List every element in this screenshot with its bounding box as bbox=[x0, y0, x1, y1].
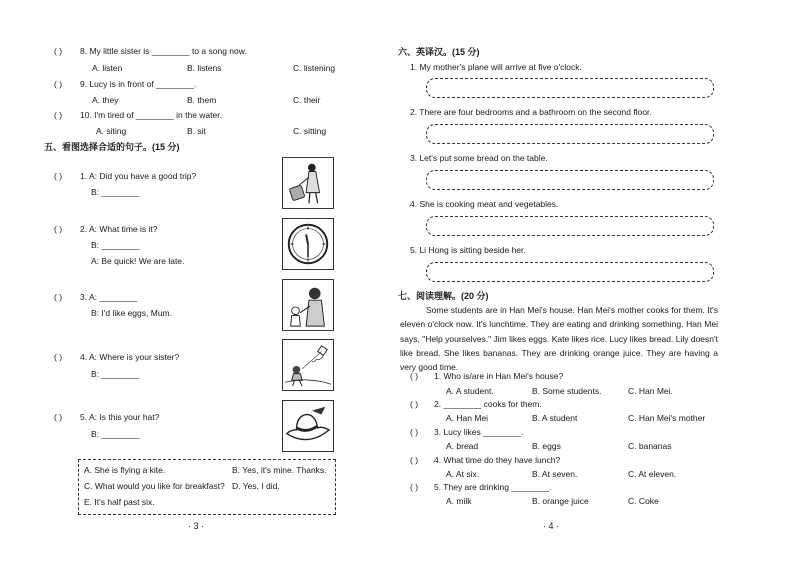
clock-image bbox=[282, 218, 334, 270]
s7-q4-option-c: C. At eleven. bbox=[628, 469, 677, 479]
s7-q5-option-c: C. Coke bbox=[628, 496, 659, 506]
s7-question-2: 2. ________ cooks for them. bbox=[434, 399, 542, 409]
s6-answer-box-1[interactable] bbox=[426, 78, 714, 98]
s6-answer-box-2[interactable] bbox=[426, 124, 714, 144]
s5-option-d: D. Yes, I did. bbox=[232, 481, 280, 491]
hat-image bbox=[282, 400, 334, 452]
bracket-q9[interactable]: ( ) bbox=[54, 79, 63, 89]
s5-item-3-line-b: B: I'd like eggs, Mum. bbox=[91, 308, 172, 318]
s7-q1-option-a: A. A student. bbox=[446, 386, 494, 396]
s7-q2-option-b: B. A student bbox=[532, 413, 578, 423]
section-5-title: 五、看图选择合适的句子。(15 分) bbox=[44, 142, 180, 152]
section-6-title: 六、英译汉。(15 分) bbox=[398, 47, 480, 57]
s6-sentence-2: 2. There are four bedrooms and a bathroom on the second floor. bbox=[410, 107, 652, 117]
s7-question-1: 1. Who is/are in Han Mei's house? bbox=[434, 371, 564, 381]
s6-answer-box-3[interactable] bbox=[426, 170, 714, 190]
bracket-s5-5[interactable]: ( ) bbox=[54, 412, 63, 422]
s5-item-4-line-b: B: ________ bbox=[91, 369, 140, 379]
s6-sentence-1: 1. My mother's plane will arrive at five o'clock. bbox=[410, 62, 582, 72]
bracket-q10[interactable]: ( ) bbox=[54, 110, 63, 120]
reading-passage: Some students are in Han Mei's house. Han Mei's mother cooks for them. It's eleven o'clock now. It's lunchtime. They are eating and drinking something. Han Mei says, "Help yourselves." Jim likes eggs. Kate likes rice. Lucy likes bread. Lily doesn't like bread. She likes bananas. They are drinking orange juice. They are having a very good time. bbox=[400, 305, 718, 373]
s6-sentence-5: 5. Li Hong is sitting beside her. bbox=[410, 245, 526, 255]
s7-q4-option-a: A. At six. bbox=[446, 469, 480, 479]
s5-item-5-line-a: 5. A: Is this your hat? bbox=[80, 412, 160, 422]
s7-q1-option-b: B. Some students. bbox=[532, 386, 602, 396]
s5-item-2-line-b: B: ________ bbox=[91, 240, 140, 250]
s6-sentence-3: 3. Let's put some bread on the table. bbox=[410, 153, 548, 163]
q8-option-c: C. listening bbox=[293, 63, 336, 73]
s7-q1-option-c: C. Han Mei. bbox=[628, 386, 673, 396]
q8-option-b: B. listens bbox=[187, 63, 222, 73]
s5-option-e: E. It's half past six. bbox=[84, 497, 155, 507]
s5-item-5-line-b: B: ________ bbox=[91, 429, 140, 439]
s7-q3-option-c: C. bananas bbox=[628, 441, 672, 451]
s6-answer-box-4[interactable] bbox=[426, 216, 714, 236]
q8-option-a: A. listen bbox=[92, 63, 123, 73]
q10-option-b: B. sit bbox=[187, 126, 206, 136]
q9-option-c: C. their bbox=[293, 95, 321, 105]
traveler-with-suitcase-image bbox=[282, 157, 334, 209]
mother-and-child-image bbox=[282, 279, 334, 331]
question-9-stem: 9. Lucy is in front of ________. bbox=[80, 79, 197, 89]
s5-option-a: A. She is flying a kite. bbox=[84, 465, 166, 475]
bracket-s5-2[interactable]: ( ) bbox=[54, 224, 63, 234]
s5-item-1-line-b: B: ________ bbox=[91, 187, 140, 197]
s6-answer-box-5[interactable] bbox=[426, 262, 714, 282]
s7-q2-option-a: A. Han Mei bbox=[446, 413, 489, 423]
s7-q4-option-b: B. At seven. bbox=[532, 469, 578, 479]
s5-item-2-line-c: A: Be quick! We are late. bbox=[91, 256, 185, 266]
question-10-stem: 10. I'm tired of ________ in the water. bbox=[80, 110, 222, 120]
s5-option-b: B. Yes, it's mine. Thanks. bbox=[232, 465, 327, 475]
bracket-s5-3[interactable]: ( ) bbox=[54, 292, 63, 302]
q10-option-c: C. sitting bbox=[293, 126, 327, 136]
s5-item-3-line-a: 3. A: ________ bbox=[80, 292, 138, 302]
section-7-title: 七、阅读理解。(20 分) bbox=[398, 291, 489, 301]
s7-q3-option-b: B. eggs bbox=[532, 441, 561, 451]
s7-question-3: 3. Lucy likes ________. bbox=[434, 427, 524, 437]
bracket-s5-4[interactable]: ( ) bbox=[54, 352, 63, 362]
s7-q5-option-b: B. orange juice bbox=[532, 496, 589, 506]
q9-option-b: B. them bbox=[187, 95, 217, 105]
page-number-right: · 4 · bbox=[543, 521, 560, 531]
s5-item-4-line-a: 4. A: Where is your sister? bbox=[80, 352, 180, 362]
s7-question-5: 5. They are drinking ________. bbox=[434, 482, 552, 492]
s7-q5-option-a: A. milk bbox=[446, 496, 472, 506]
s6-sentence-4: 4. She is cooking meat and vegetables. bbox=[410, 199, 559, 209]
s5-option-c: C. What would you like for breakfast? bbox=[84, 481, 225, 491]
q9-option-a: A. they bbox=[92, 95, 119, 105]
page-number-left: · 3 · bbox=[188, 521, 205, 531]
bracket-s7-3[interactable]: ( ) bbox=[410, 427, 419, 437]
s5-item-1-line-a: 1. A: Did you have a good trip? bbox=[80, 171, 197, 181]
bracket-q8[interactable]: ( ) bbox=[54, 46, 63, 56]
s5-item-2-line-a: 2. A: What time is it? bbox=[80, 224, 158, 234]
s7-question-4: 4. What time do they have lunch? bbox=[434, 455, 561, 465]
bracket-s7-2[interactable]: ( ) bbox=[410, 399, 419, 409]
bracket-s7-1[interactable]: ( ) bbox=[410, 371, 419, 381]
bracket-s7-4[interactable]: ( ) bbox=[410, 455, 419, 465]
bracket-s7-5[interactable]: ( ) bbox=[410, 482, 419, 492]
girl-flying-kite-image bbox=[282, 339, 334, 391]
bracket-s5-1[interactable]: ( ) bbox=[54, 171, 63, 181]
question-8-stem: 8. My little sister is ________ to a song now. bbox=[80, 46, 247, 56]
s7-q2-option-c: C. Han Mei's mother bbox=[628, 413, 706, 423]
s7-q3-option-a: A. bread bbox=[446, 441, 479, 451]
q10-option-a: A. siting bbox=[96, 126, 127, 136]
